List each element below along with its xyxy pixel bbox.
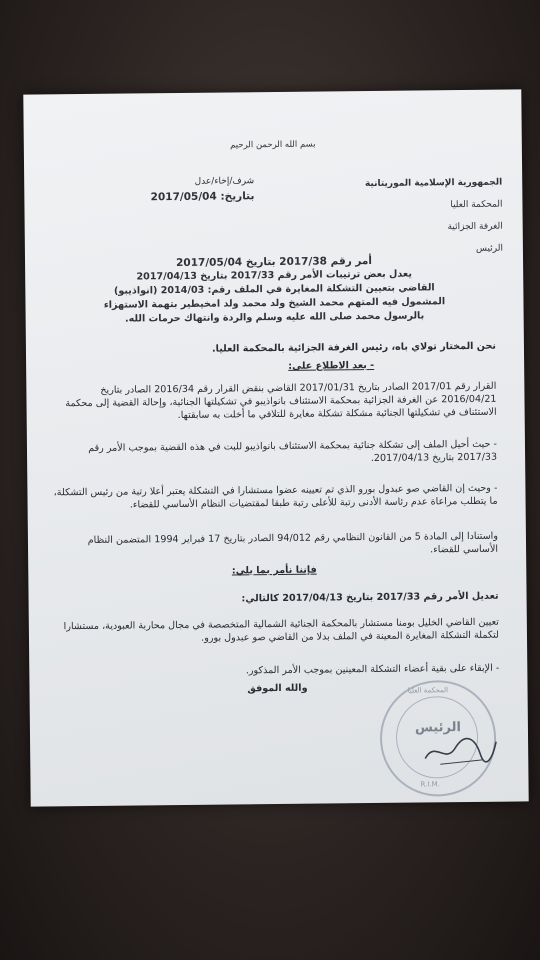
paragraph-6: - الإبقاء على بقية أعضاء التشكلة المعينين بموجب الأمر المذكور. <box>245 662 500 677</box>
stamp-ring-bottom: R.I.M. <box>420 780 440 789</box>
republic-name: الجمهورية الإسلامية الموريتانية <box>364 177 503 190</box>
paragraph-1: القرار رقم 2017/01 الصادر بتاريخ 2017/01/31 القاضي بنقض القرار رقم 2016/34 الصادر بتاريخ 2016/04/21 عن الغرفة الجزائية بمحكمة الاستئناف بانواذيبو في تشكيلتها الجنائية، وإحالة القضية إلى محكمة الاستئناف في تشكيلتها الجنائية مشكلة تشكلة مغايرة للتلافي ما أخلت به سابقتها. <box>65 380 497 422</box>
title-line-5: بالرسول محمد صلى الله عليه وسلم والردة وانتهاك حرمات الله. <box>124 310 425 325</box>
signature-icon <box>420 730 500 771</box>
motto: شرف/إخاء/عدل <box>194 176 255 187</box>
header-right <box>362 172 503 261</box>
paragraph-2: - حيث أحيل الملف إلى تشكلة جنائية بمحكمة الاستئناف بانواذيبو للبت في هذه القضية بموجب الأمر رقم 2017/33 بتاريخ 2017/04/13. <box>88 438 498 465</box>
title-line-3: القاضي بتعيين التشكلة المغايرة في الملف رقم: 2014/03 (انواذيبو) <box>113 282 435 297</box>
date-value: 2017/05/04 <box>150 190 217 204</box>
review-heading: - بعد الاطلاع على: <box>288 359 375 372</box>
intro: نحن المختار تولاي باه، رئيس الغرفة الجزائية بالمحكمة العليا. <box>211 340 497 355</box>
title-block <box>85 253 464 327</box>
paragraph-3: - وحيث إن القاضي صو عبدول بورو الذي تم تعيينه عضوا مستشارا في التشكلة يعتبر أعلا رتبة من رئيس التشكلة، ما يتطلب مراعاة عدم رئاسة الأدنى رتبة للأعلى رتبة طبقا لمقتضيات النظام الأساسي للقضاء. <box>53 482 498 511</box>
closing: والله الموفق <box>247 682 308 695</box>
header-left <box>64 174 254 206</box>
stamp-center: الرئيس <box>414 720 462 736</box>
paragraph-5: تعيين القاضي الخليل بومنا مستشار بالمحكمة الجنائية الشمالية المتخصصة في مجال محاربة العبودية، مستشارا لتكملة التشكلة المغايرة المعينة في الملف بدلا من القاضي صو عبدول بورو. <box>63 616 500 644</box>
chamber-name: الغرفة الجزائية <box>447 221 503 233</box>
order-heading: فإننا نأمر بما يلي: <box>231 564 317 577</box>
document-date <box>64 189 254 206</box>
paragraph-4: واستنادا إلى المادة 5 من القانون النظامي رقم 94/012 الصادر بتاريخ 17 فبراير 1994 المتضمن النظام الأساسي للقضاء. <box>87 530 499 556</box>
stamp-ring-top: المحكمة العليا <box>407 686 449 695</box>
document-paper <box>23 89 528 806</box>
basmala: بسم الله الرحمن الرحيم <box>230 139 316 151</box>
title-line-2: يعدل بعض ترتيبات الأمر رقم 2017/33 بتاريخ 2017/04/13 <box>136 268 412 283</box>
date-label: بتاريخ: <box>220 190 255 203</box>
president-title: الرئيس <box>475 243 503 254</box>
title-line-4: المشمول فيه المتهم محمد الشيخ ولد محمد ولد امخيطير بتهمة الاستهزاء <box>103 296 446 311</box>
court-name: المحكمة العليا <box>450 199 503 211</box>
order-line: تعديل الأمر رقم 2017/33 بتاريخ 2017/04/13 كالتالي: <box>241 590 499 605</box>
order-number: أمر رقم 2017/38 بتاريخ 2017/05/04 <box>176 254 373 270</box>
